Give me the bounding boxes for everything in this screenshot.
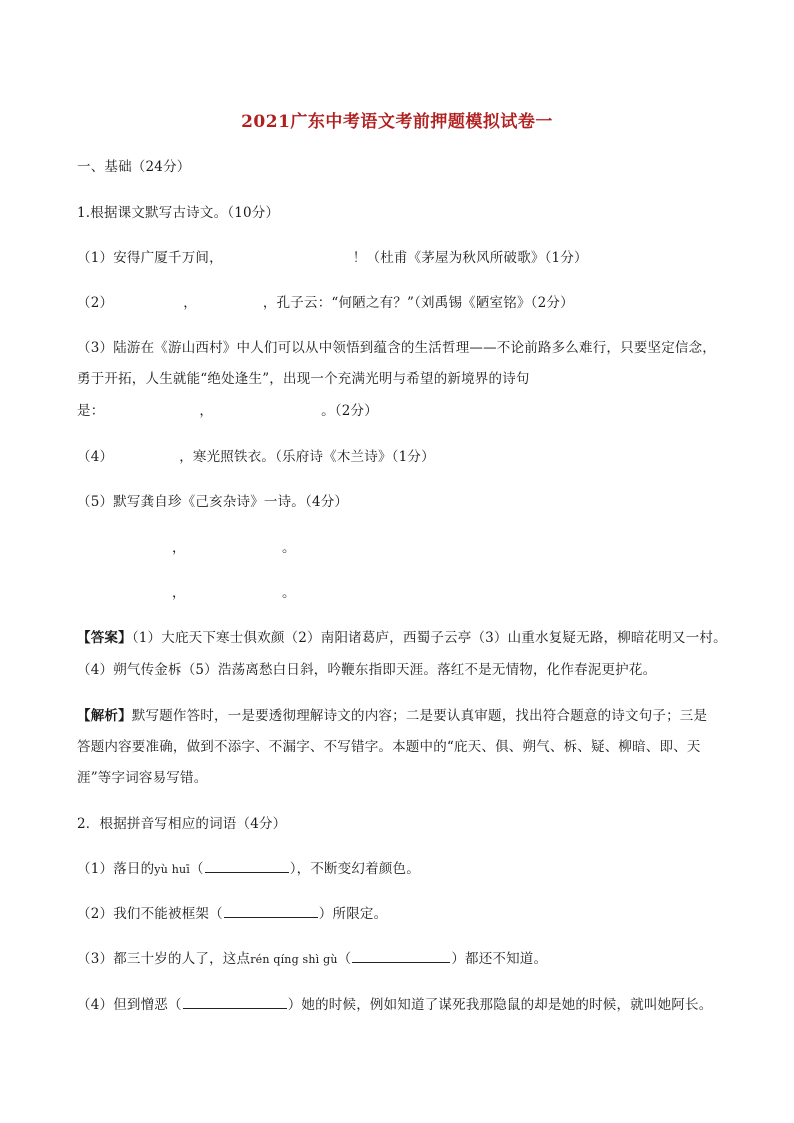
answer-label: 【答案】 bbox=[77, 630, 132, 646]
question-2-stem: 2．根据拼音写相应的词语（4分） bbox=[77, 816, 287, 832]
pinyin-renqingshigu: rén qíng shì gù bbox=[250, 953, 338, 966]
exam-title: 2021广东中考语文考前押题模拟试卷一 bbox=[241, 112, 553, 132]
poem-line-2-period: 。 bbox=[282, 585, 296, 601]
question-1-part-5: （5）默写龚自珍《己亥杂诗》一诗。（4分） bbox=[77, 494, 349, 510]
analysis-label: 【解析】 bbox=[77, 708, 132, 724]
answer-text-1: （1）大庇天下寒士俱欢颜（2）南阳诸葛庐，西蜀子云亭（3）山重水复疑无路，柳暗花明又一村。 bbox=[131, 630, 727, 646]
analysis-line-1 bbox=[77, 707, 707, 725]
answer-blank[interactable] bbox=[224, 905, 318, 918]
question-1-part-4 bbox=[77, 448, 435, 466]
part-4-suffix: ，寒光照铁衣。（乐府诗《木兰诗》（1分） bbox=[179, 449, 435, 465]
poem-line-1-comma: ， bbox=[172, 540, 186, 556]
part-3-suffix: 。（2分） bbox=[321, 403, 378, 419]
analysis-line-2: 答题内容要准确，做到不添字、不漏字、不写错字。本题中的“庇天、俱、朔气、柝、疑、柳暗、即、天 bbox=[77, 739, 701, 755]
q2-part-1-prefix: （1）落日的 bbox=[77, 861, 155, 877]
q2-part-3-suffix: ）都还不知道。 bbox=[451, 951, 548, 967]
analysis-line-3: 涯”等字词容易写错。 bbox=[77, 770, 208, 786]
question-1-part-3-line-3 bbox=[77, 402, 378, 420]
poem-line-1-period: 。 bbox=[282, 540, 296, 556]
q2-part-3-open: （ bbox=[337, 951, 352, 967]
q2-part-1-suffix: ），不断变幻着颜色。 bbox=[289, 861, 420, 877]
answer-blank[interactable] bbox=[352, 950, 450, 963]
question-1-part-2 bbox=[77, 294, 574, 312]
question-1-part-3-line-1: （3）陆游在《游山西村》中人们可以从中领悟到蕴含的生活哲理——不论前路多么难行，只要坚定信念， bbox=[77, 340, 716, 356]
question-2-part-1 bbox=[77, 860, 420, 879]
question-1-part-3-line-2: 勇于开拓，人生就能“绝处逢生”，出现一个充满光明与希望的新境界的诗句 bbox=[77, 371, 530, 387]
q2-part-4-prefix: （4）但到憎恶（ bbox=[77, 997, 182, 1013]
section-heading: 一、基础（24分） bbox=[77, 159, 191, 175]
answer-blank[interactable] bbox=[183, 996, 287, 1009]
part-1-prefix: （1）安得广厦千万间， bbox=[77, 250, 223, 266]
question-2-part-3 bbox=[77, 950, 547, 969]
part-2-suffix: ，孔子云：“何陋之有？”（刘禹锡《陋室铭》（2分） bbox=[262, 295, 574, 311]
part-2-comma: ， bbox=[183, 295, 197, 311]
pinyin-yuhui: yù huī bbox=[154, 863, 190, 876]
q2-part-1-open: （ bbox=[189, 861, 204, 877]
question-2-part-2 bbox=[77, 905, 387, 923]
part-2-prefix: （2） bbox=[77, 295, 114, 311]
question-2-part-4 bbox=[77, 996, 712, 1014]
q2-part-2-prefix: （2）我们不能被框架（ bbox=[77, 906, 223, 922]
answer-line-2: （4）朔气传金柝（5）浩荡离愁白日斜，吟鞭东指即天涯。落红不是无情物，化作春泥更护花。 bbox=[77, 662, 657, 678]
part-3-prefix: 是： bbox=[77, 403, 105, 419]
part-4-prefix: （4） bbox=[77, 449, 114, 465]
q2-part-3-prefix: （3）都三十岁的人了，这点 bbox=[77, 951, 251, 967]
part-3-comma: ， bbox=[199, 403, 214, 419]
analysis-text-1: 默写题作答时，一是要透彻理解诗文的内容；二是要认真审题，找出符合题意的诗文句子；三是 bbox=[131, 708, 708, 724]
poem-line-2-comma: ， bbox=[172, 585, 186, 601]
q2-part-2-suffix: ）所限定。 bbox=[318, 906, 388, 922]
question-1-part-1 bbox=[77, 249, 588, 267]
q2-part-4-suffix: ）她的时候，例如知道了谋死我那隐鼠的却是她的时候，就叫她阿长。 bbox=[287, 997, 713, 1013]
part-1-suffix: ！（杜甫《茅屋为秋风所破歌》（1分） bbox=[352, 250, 588, 266]
answer-line-1 bbox=[77, 629, 727, 647]
answer-blank[interactable] bbox=[205, 860, 289, 873]
question-1-stem: 1.根据课文默写古诗文。（10分） bbox=[77, 205, 280, 221]
